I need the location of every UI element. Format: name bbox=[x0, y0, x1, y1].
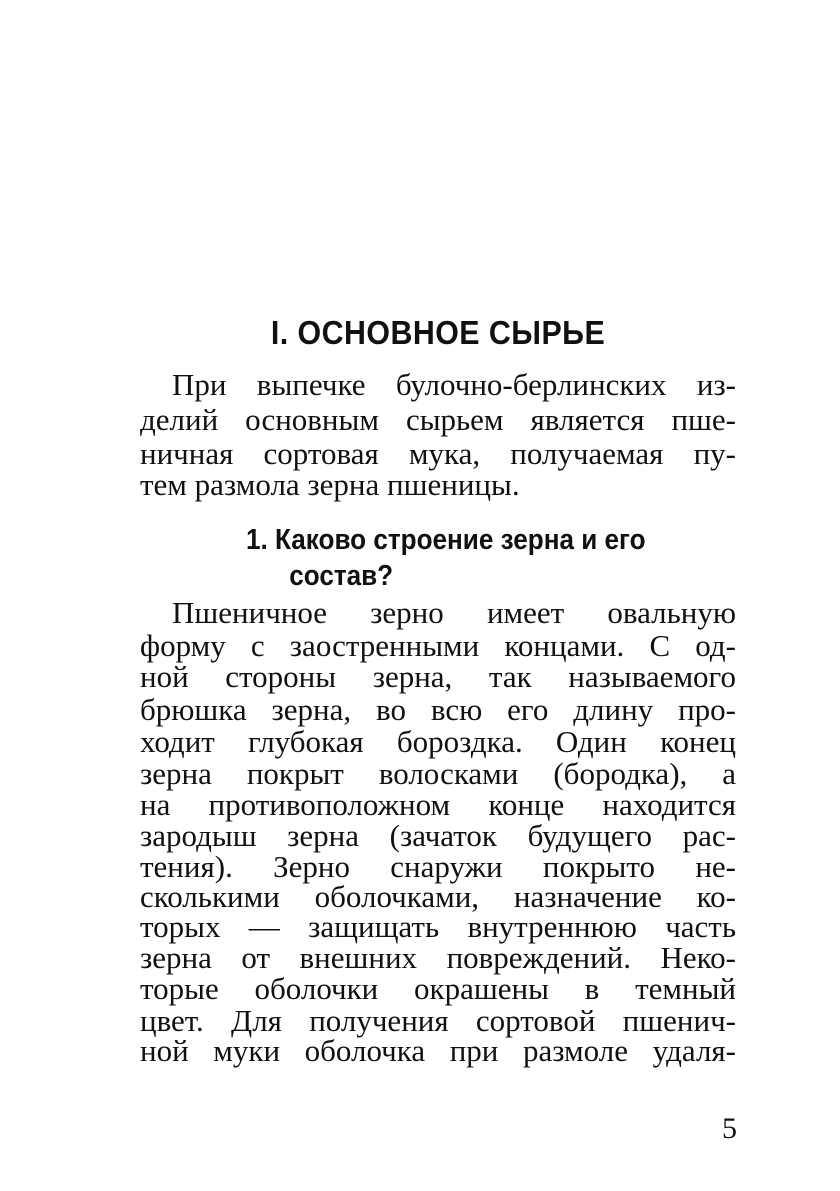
body-line: форму с заостренными концами. С од- bbox=[140, 628, 736, 663]
section-heading-line-1: 1. Каково строение зерна и его bbox=[246, 524, 646, 556]
body-line: Пшеничное зерно имеет овальную bbox=[172, 595, 736, 630]
body-line: зерна от внешних повреждений. Неко- bbox=[140, 940, 736, 975]
intro-line: тем размола зерна пшеницы. bbox=[140, 467, 520, 502]
intro-line: делий основным сырьем является пше- bbox=[140, 402, 736, 437]
body-line: ной стороны зерна, так называемого bbox=[140, 659, 736, 694]
body-line: торых — защищать внутреннюю часть bbox=[140, 909, 736, 944]
body-line: ной муки оболочка при размоле удаля- bbox=[140, 1033, 736, 1068]
body-line: цвет. Для получения сортовой пшенич- bbox=[140, 1003, 736, 1038]
chapter-title: I. ОСНОВНОЕ СЫРЬЕ bbox=[270, 314, 606, 351]
section-heading bbox=[246, 522, 696, 594]
body-line: зерна покрыт волосками (бородка), а bbox=[140, 756, 736, 791]
body-line: ходит глубокая бороздка. Один конец bbox=[140, 724, 736, 759]
body-line: на противоположном конце находится bbox=[140, 787, 736, 822]
body-line: брюшка зерна, во всю его длину про- bbox=[140, 692, 736, 727]
body-line: торые оболочки окрашены в темный bbox=[140, 971, 736, 1006]
section-heading-line-2: состав? bbox=[289, 560, 394, 592]
intro-line: При выпечке булочно-берлинских из- bbox=[172, 367, 736, 402]
page-number: 5 bbox=[722, 1112, 737, 1145]
body-line: тения). Зерно снаружи покрыто не- bbox=[140, 849, 736, 884]
body-line: сколькими оболочками, назначение ко- bbox=[140, 879, 736, 914]
body-line: зародыш зерна (зачаток будущего рас- bbox=[140, 818, 736, 853]
intro-line: ничная сортовая мука, получаемая пу- bbox=[140, 436, 736, 471]
